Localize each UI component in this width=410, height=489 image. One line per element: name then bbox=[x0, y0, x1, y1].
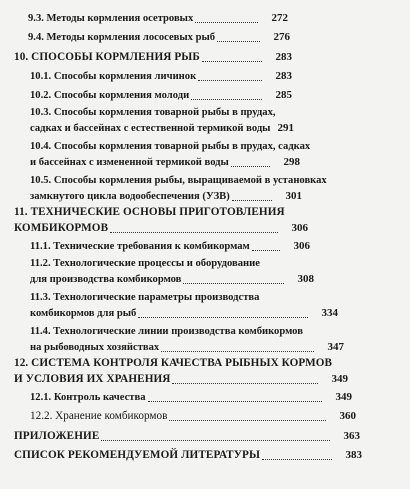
toc-entry bbox=[0, 357, 410, 386]
toc-entry bbox=[0, 89, 410, 102]
toc-entry bbox=[0, 410, 410, 423]
toc-entry-title: 11.2. Технологические процессы и оборудование bbox=[30, 258, 260, 269]
toc-entry-title: 10.2. Способы кормления молоди bbox=[30, 90, 190, 101]
toc-entry-title: 10.1. Способы кормления личинок bbox=[30, 71, 197, 82]
toc-entry bbox=[0, 106, 410, 135]
toc-page-number: 283 bbox=[275, 51, 292, 63]
toc-entry bbox=[0, 206, 410, 235]
toc-page-number: 306 bbox=[291, 222, 308, 234]
toc-entry-title: ПРИЛОЖЕНИЕ bbox=[14, 430, 100, 442]
dot-leader bbox=[202, 61, 262, 62]
toc-entry bbox=[0, 291, 410, 320]
toc-entry-title: 11.1. Технические требования к комбикормам bbox=[30, 241, 250, 252]
toc-page-number: 349 bbox=[335, 391, 352, 403]
toc-entry bbox=[0, 240, 410, 253]
toc-entry-title: И УСЛОВИЯ ИХ ХРАНЕНИЯ bbox=[14, 373, 171, 385]
toc-entry-title: 9.4. Методы кормления лососевых рыб bbox=[28, 32, 216, 43]
toc-entry-title: 9.3. Методы кормления осетровых bbox=[28, 13, 194, 24]
toc-page-number: 347 bbox=[327, 341, 344, 353]
toc-entry-title: 10.3. Способы кормления товарной рыбы в прудах, bbox=[30, 107, 276, 118]
toc-entry-title: 12.2. Хранение комбикормов bbox=[30, 410, 168, 422]
toc-entry-title: 10. СПОСОБЫ КОРМЛЕНИЯ РЫБ bbox=[14, 51, 200, 63]
toc-page-number: 360 bbox=[339, 410, 356, 422]
toc-page-number: 276 bbox=[273, 31, 290, 43]
toc-page-number: 306 bbox=[293, 240, 310, 252]
toc-entry bbox=[0, 12, 410, 25]
toc-page-number: 334 bbox=[321, 307, 338, 319]
toc-page-number: 272 bbox=[271, 12, 288, 24]
dot-leader bbox=[172, 383, 318, 384]
dot-leader bbox=[110, 232, 278, 233]
dot-leader bbox=[195, 22, 258, 23]
toc-entry-title: СПИСОК РЕКОМЕНДУЕМОЙ ЛИТЕРАТУРЫ bbox=[14, 449, 261, 461]
toc-entry-title: замкнутого цикла водообеспечения (УЗВ) bbox=[30, 191, 230, 202]
dot-leader bbox=[138, 317, 308, 318]
toc-page-number: 363 bbox=[343, 430, 360, 442]
toc-entry bbox=[0, 140, 410, 169]
toc-entry-title: КОМБИКОРМОВ bbox=[14, 222, 109, 234]
toc-entry bbox=[0, 70, 410, 83]
toc-entry-title: 11.3. Технологические параметры производства bbox=[30, 292, 260, 303]
toc-entry-title: на рыбоводных хозяйствах bbox=[30, 342, 160, 353]
toc-entry-title: 10.4. Способы кормления товарной рыбы в прудах, садках bbox=[30, 141, 311, 152]
toc-page-number: 298 bbox=[283, 156, 300, 168]
toc-entry bbox=[0, 174, 410, 203]
toc-entry-title: и бассейнах с измененной термикой воды bbox=[30, 157, 229, 168]
toc-entry bbox=[0, 430, 410, 443]
dot-leader bbox=[262, 459, 332, 460]
toc-page-number: 283 bbox=[275, 70, 292, 82]
toc-entry bbox=[0, 391, 410, 404]
dot-leader bbox=[101, 440, 330, 441]
toc-page-number: 285 bbox=[275, 89, 292, 101]
toc-entry bbox=[0, 31, 410, 44]
dot-leader bbox=[191, 99, 262, 100]
toc-entry bbox=[0, 257, 410, 286]
dot-leader bbox=[198, 80, 262, 81]
dot-leader bbox=[148, 401, 322, 402]
toc-entry bbox=[0, 449, 410, 462]
dot-leader bbox=[217, 41, 260, 42]
toc-entry-title: 11. ТЕХНИЧЕСКИЕ ОСНОВЫ ПРИГОТОВЛЕНИЯ bbox=[14, 206, 285, 218]
toc-page-number: 301 bbox=[285, 190, 302, 202]
dot-leader bbox=[231, 166, 270, 167]
dot-leader bbox=[232, 200, 272, 201]
toc-entry-title: для производства комбикормов bbox=[30, 274, 182, 285]
toc-entry-title: 12.1. Контроль качества bbox=[30, 392, 146, 403]
toc-entry-title: 11.4. Технологические линии производства комбикормов bbox=[30, 326, 303, 337]
toc-entry bbox=[0, 51, 410, 64]
toc-page-number: 291 bbox=[277, 122, 294, 134]
toc-entry-title: комбикормов для рыб bbox=[30, 308, 137, 319]
toc-page-number: 349 bbox=[331, 373, 348, 385]
dot-leader bbox=[252, 250, 280, 251]
dot-leader bbox=[161, 351, 314, 352]
dot-leader bbox=[169, 420, 326, 421]
toc-entry-title: 12. СИСТЕМА КОНТРОЛЯ КАЧЕСТВА РЫБНЫХ КОРМОВ bbox=[14, 357, 333, 369]
toc-entry-title: 10.5. Способы кормления рыбы, выращиваемой в установках bbox=[30, 175, 327, 186]
dot-leader bbox=[183, 283, 284, 284]
toc-entry bbox=[0, 325, 410, 354]
toc-entry-title: садках и бассейнах с естественной термикой воды bbox=[30, 123, 271, 134]
toc-page-number: 383 bbox=[345, 449, 362, 461]
toc-page-number: 308 bbox=[297, 273, 314, 285]
